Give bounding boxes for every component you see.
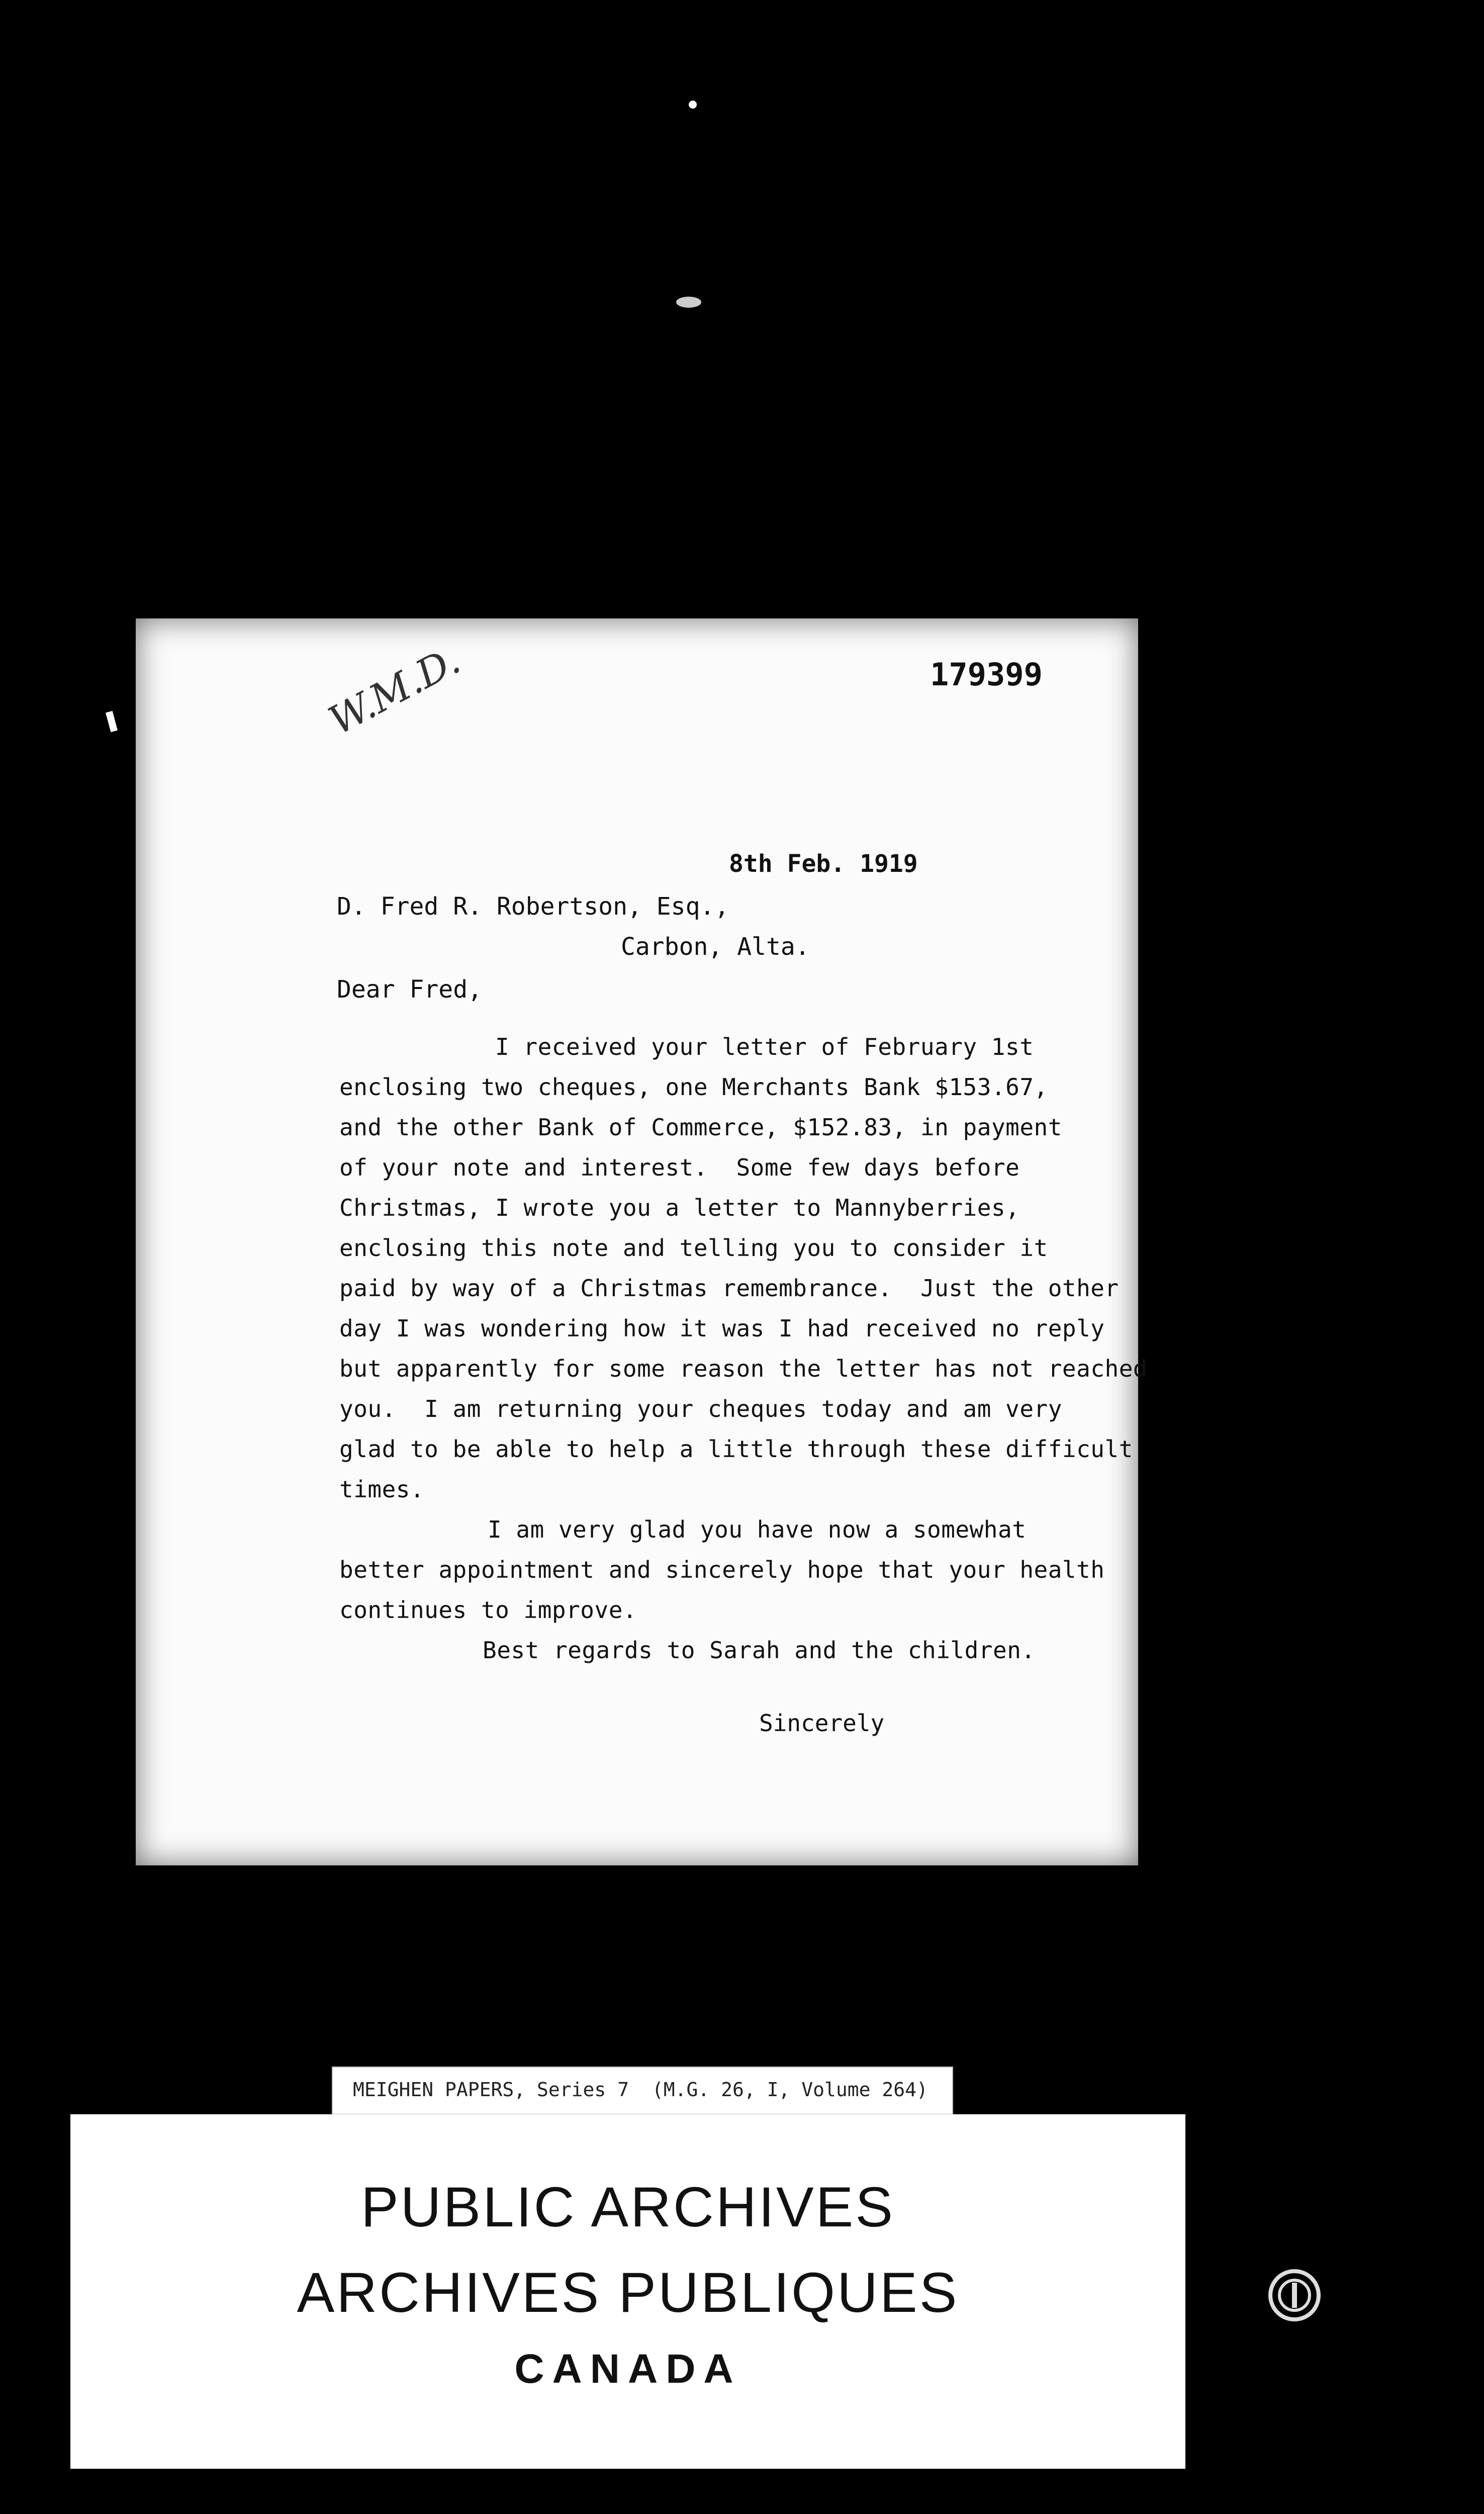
body-line: better appointment and sincerely hope that your health (339, 1556, 1105, 1583)
recipient-name: D. Fred R. Robertson, Esq., (337, 892, 729, 921)
series-label: MEIGHEN PAPERS, Series 7 (M.G. 26, I, Volume 264) (353, 2079, 928, 2101)
letter-page (136, 618, 1148, 1865)
film-speck (676, 297, 701, 308)
body-line: and the other Bank of Commerce, $152.83, in payment (339, 1114, 1062, 1141)
archives-title-en: PUBLIC ARCHIVES (360, 2176, 895, 2238)
body-line: Best regards to Sarah and the children. (483, 1637, 1036, 1664)
body-line: but apparently for some reason the letter has not reached (339, 1355, 1148, 1382)
body-line: of your note and interest. Some few days before (339, 1154, 1020, 1181)
closing: Sincerely (759, 1710, 885, 1737)
series-label-strip (332, 2067, 953, 2115)
body-line: continues to improve. (339, 1596, 637, 1624)
archives-title-fr: ARCHIVES PUBLIQUES (297, 2261, 959, 2324)
body-line: glad to be able to help a little through these difficult (339, 1435, 1133, 1463)
archives-country: CANADA (514, 2346, 741, 2392)
body-line: times. (339, 1476, 425, 1503)
microfilm-logo-icon (1267, 2268, 1322, 2323)
handwritten-initials: W.M.D. (322, 638, 468, 744)
letter-date: 8th Feb. 1919 (729, 850, 918, 878)
body-line: enclosing this note and telling you to consider it (339, 1234, 1048, 1262)
edge-mark (106, 711, 118, 732)
document-number: 179399 (930, 656, 1043, 693)
archives-card (70, 2114, 1185, 2469)
recipient-address: Carbon, Alta. (621, 933, 810, 961)
body-line: paid by way of a Christmas remembrance. Just the other (339, 1275, 1119, 1302)
salutation: Dear Fred, (337, 975, 482, 1004)
body-line: I am very glad you have now a somewhat (488, 1516, 1027, 1543)
body-line: you. I am returning your cheques today and am very (339, 1395, 1062, 1422)
body-line: enclosing two cheques, one Merchants Bank $153.67, (339, 1073, 1048, 1101)
film-speck (689, 101, 697, 109)
body-line: Christmas, I wrote you a letter to Mannyberries, (339, 1194, 1020, 1221)
body-line: I received your letter of February 1st (495, 1033, 1034, 1060)
body-line: day I was wondering how it was I had received no reply (339, 1315, 1105, 1342)
